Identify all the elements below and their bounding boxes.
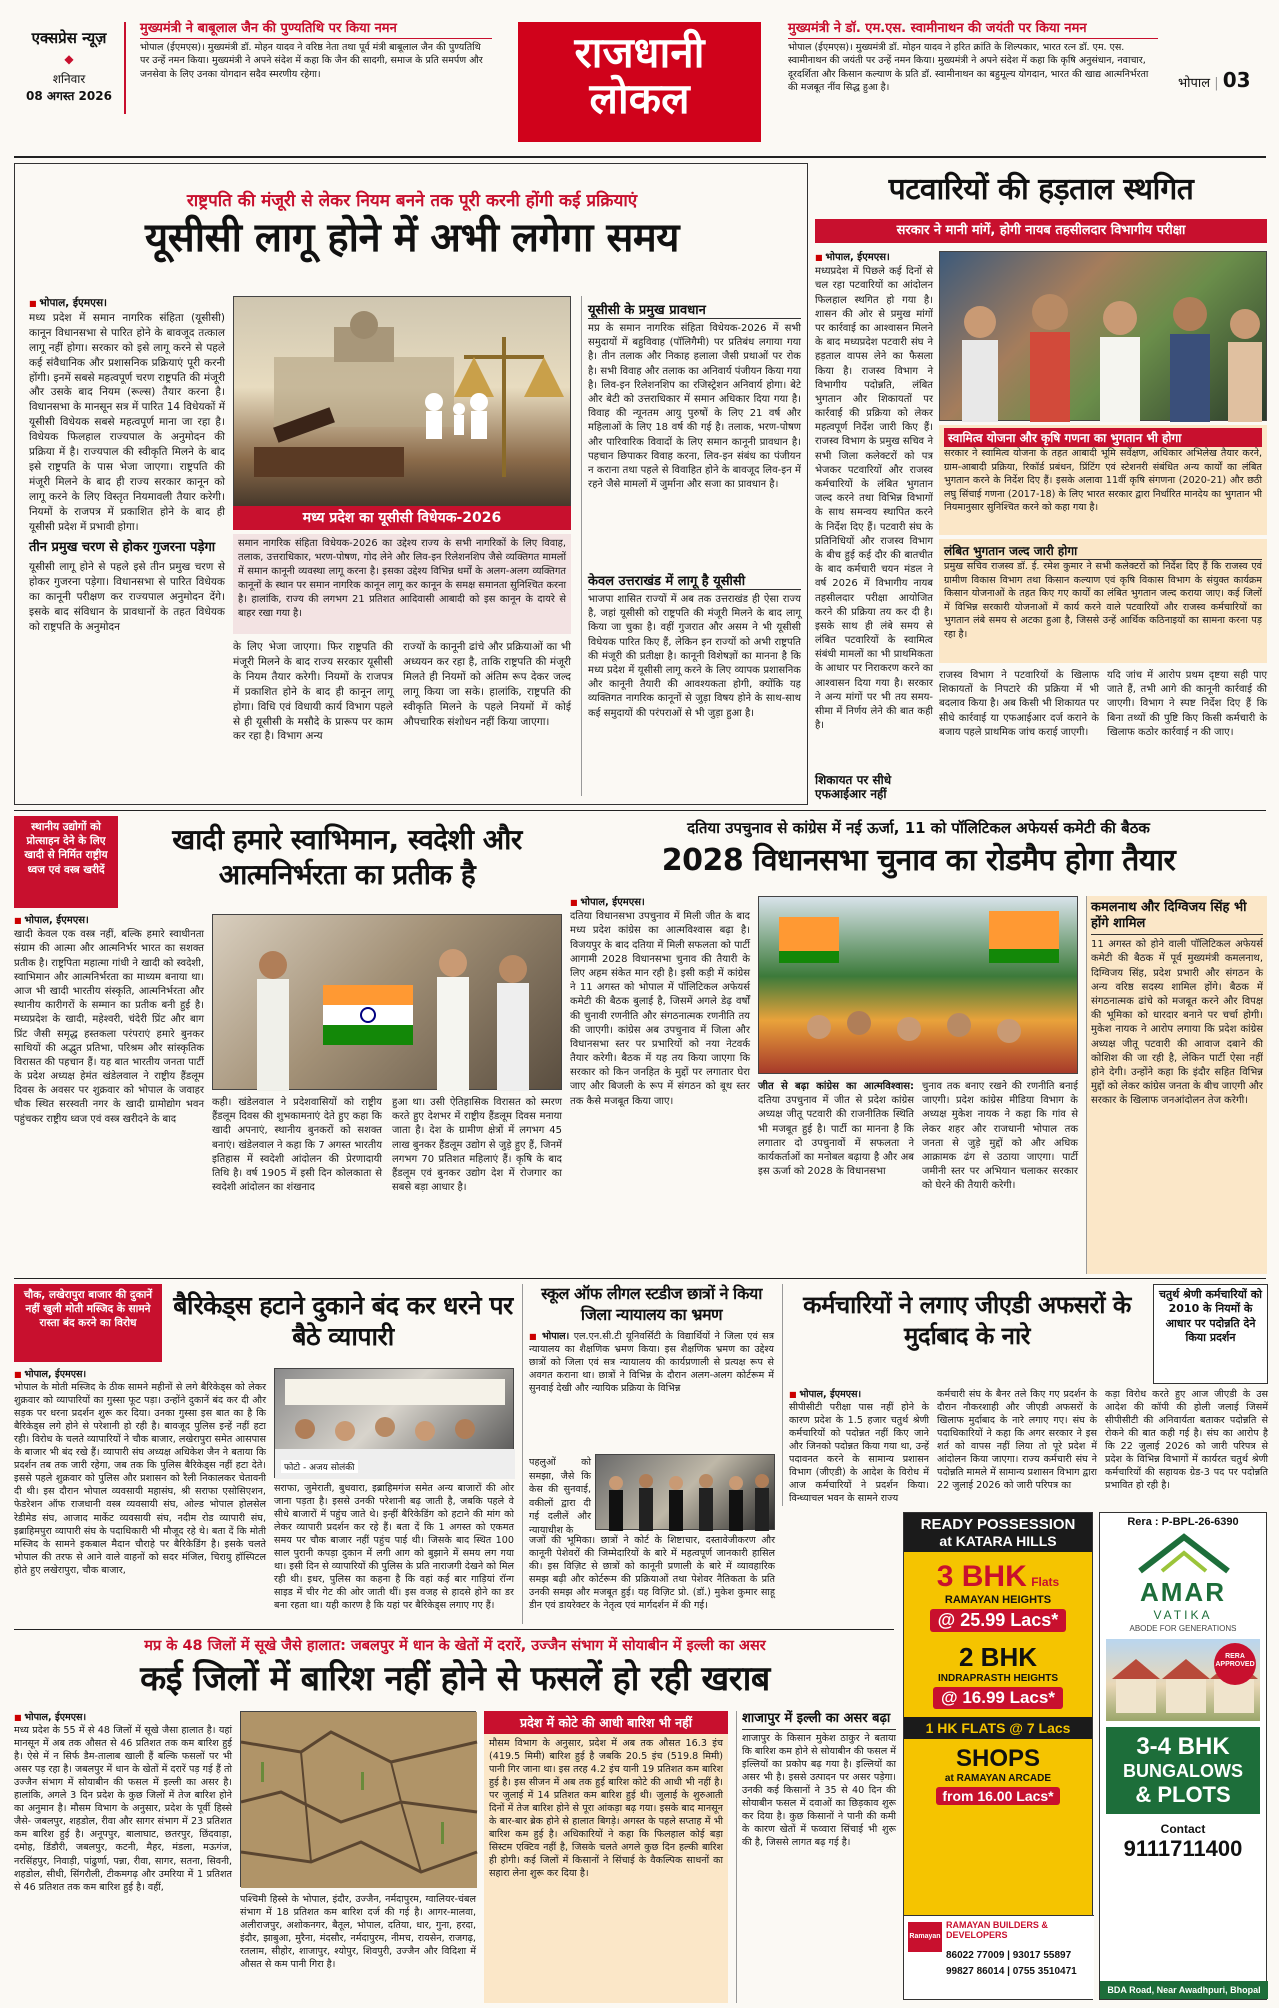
patwari-box1-text: सरकार ने स्वामित्व योजना के तहत आबादी भूमि सर्वेक्षण, अधिकार अभिलेख तैयार करने, ग्राम-आबादी प्रक्रिया, रिकॉर्ड प्रबंधन, प्रिंटिंग एवं स्टेशनरी संबंधित अन्य कार्यों का लंबित भुगतान करने के निर्देश दिए हैं। इसके अलावा 11वीं कृषि संगणना (2020-21) और छठी लघु सिंचाई गणना (2017-18) के लिए भारत सरकार द्वारा निर्धारित मानदेय का भुगतान भी नियमानुसार सुनिश्चित करने को कहा गया है।: [944, 448, 1262, 514]
ad1-shops: SHOPS: [955, 1745, 1041, 1772]
datia-col1-text: दतिया विधानसभा उपचुनाव में मिली जीत के बाद मध्य प्रदेश कांग्रेस का आत्मविश्वास बढ़ा है। विजयपुर के बाद दतिया में मिली सफलता को पार्टी आगामी 2028 विधानसभा चुनाव की तैयारी के लिए अहम संकेत मान रही है। इसी कड़ी में कांग्रेस ने 11 अगस्त को भोपाल में पॉलिटिकल अफेयर्स कमेटी की बैठक बुलाई है, जिसमें अगले डेढ़ वर्षों की चुनावी रणनीति और संगठनात्मक रणनीति तय की जाएगी। कांग्रेस अब उपचुनाव में जिला और विधानसभा स्तर पर प्रभारियों को नया नेटवर्क तैयार करेगी। बैठक में यह तय किया जाएगा कि सरकार को किन जनहित के मुद्दों पर लगातार घेरा जाए और बिजली के रूप में संगठन को बूथ स्तर तक कैसे मजबूत किया जाए।: [570, 911, 750, 1107]
ad1-builder-name: RAMAYAN BUILDERS & DEVELOPERS: [946, 1920, 1048, 1940]
barricade-col2: सराफा, जुमेराती, बुधवारा, इब्राहिमगंज समेत अन्य बाजारों की ओर जाना पड़ता है। इससे उनकी परेशानी बढ़ जाती है, जबकि पहले वे सीधे बाजारों में पहुंच जाते थे। इन्हीं बैरिकेडिंग को हटाने की मांग को लेकर व्यापारी प्रदर्शन कर रहे हैं। बता दें कि 1 अगस्त को एकमत समय पर चौक बाजार नहीं पहुंच पाई थी। जिसके बाद स्थित 100 साल पुरानी कपड़ा दुकान में लगी आग को बुझाने में समय लग गया था। इसी दिन से व्यापारियों की पुलिस के प्रति नाराजगी देखने को मिल रही थी। इधर, पुलिस का कहना है कि वहां कई बार गाड़ियां रॉन्ग साइड में चीर गेट की ओर जाती थीं। इस वजह से हादसे होने का डर बना रहता था। यही कारण है कि यहां पर बैरिकेड्स लगाए गए हैं।: [274, 1483, 514, 1612]
school-col1-top: [529, 1330, 774, 1395]
rain-headline: कई जिलों में बारिश नहीं होने से फसलें हो रही खराब: [140, 1659, 770, 1699]
patwari-article: [815, 163, 1267, 805]
ucc-mid-text: समान नागरिक संहिता विधेयक-2026 का उद्देश्य राज्य के सभी नागरिकों के लिए विवाह, तलाक, उत्तराधिकार, भरण-पोषण, गोद लेने और लिव-इन रिलेशनशिप जैसे व्यक्तिगत मामलों में समान कानूनी व्यवस्था लागू करना है। इसका उद्देश्य विभिन्न धर्मों के अलग-अलग व्यक्तिगत कानूनों के स्थान पर समान नागरिक कानून लागू कर कानून के समक्ष समानता सुनिश्चित करना है। हालांकि, राज्य की लगभग 21 प्रतिशत आदिवासी आबादी को इस कानून के दायरे से बाहर रखा गया है।: [233, 534, 571, 634]
rain-article: [14, 1635, 896, 2003]
ad1-1hk: 1 HK FLATS @ 7 Lacs: [904, 1717, 1092, 1739]
rain-col2: पश्चिमी हिस्से के भोपाल, इंदौर, उज्जैन, नर्मदापुरम, ग्वालियर-चंबल संभाग में 18 प्रतिशत कम बारिश दर्ज की गई है। आगर-मालवा, अलीराजपुर, अशोकनगर, बैतूल, भोपाल, दतिया, धार, गुना, हरदा, इंदौर, झाबुआ, मुरैना, मंदसौर, नर्मदापुरम, नीमच, रायसेन, राजगढ़, रतलाम, सीहोर, शाजापुर, श्योपुर, शिवपुरी, उज्जैन और विदिशा में औसत से कम पानी गिरा है।: [240, 1894, 476, 1971]
cracked-field-illustration: [241, 1712, 477, 1888]
court-scales-illustration: [234, 297, 572, 525]
barricade-photo: [274, 1368, 514, 1478]
brand-name: एक्सप्रेस न्यूज़: [31, 29, 107, 47]
brand-diamond-icon: ◆: [64, 52, 74, 66]
ucc-provisions-text: मप्र के समान नागरिक संहिता विधेयक-2026 में सभी समुदायों में बहुविवाह (पॉलिगैमी) पर प्रतिबंध लगाया गया है। तीन तलाक और निकाह हलाला जैसी प्रथाओं पर रोक है। सभी विवाह और तलाक का अनिवार्य पंजीयन किया गया है। लिव-इन रिलेशनशिप का रजिस्ट्रेशन अनिवार्य होगा। बेटे और बेटी को उत्तराधिकार में समान अधिकार दिया गया है। विवाह की न्यूनतम आयु पुरुषों के लिए 21 वर्ष और महिलाओं के लिए 18 वर्ष की गई है। तलाक, भरण-पोषण और पारिवारिक विवादों के लिए समान कानूनी प्रावधान है। पहचान छिपाकर विवाह करना, लिव-इन संबंध का पंजीयन न कराना तथा पहले से विवाहित होने के बावजूद लिव-इन में रहने जैसे मामलों में जुर्माना और सजा का प्रावधान है।: [588, 323, 801, 491]
school-col1-bottom: जजों की भूमिका। छात्रों ने कोर्ट के शिष्टाचार, दस्तावेजीकरण और कानूनी पेशेवरों की जिम्मेदारियों के बारे में महत्वपूर्ण जानकारी हासिल की। इस विज़िट से छात्रों को कानूनी प्रणाली के बारे में व्यावहारिक समझ बढ़ी और कोर्टरूम की प्रक्रियाओं तथा पेशेवर नैतिकता के प्रति उनकी समझ और मजबूत हुई। यह विज़िट प्रो. (डॉ.) मुकेश कुमार साहू डीन एवं डायरेक्टर के नेतृत्व एवं मार्गदर्शन में की गई।: [529, 1535, 775, 1612]
datia-caption-lead: जीत से बढ़ा कांग्रेस का आत्मविश्वास:: [758, 1081, 914, 1092]
gad-article: [782, 1284, 1267, 1506]
ad2-tagline: ABODE FOR GENERATIONS: [1129, 1624, 1237, 1633]
rain-dateline: ■ भोपाल, ईएमएस।: [14, 1712, 86, 1723]
ucc-kicker: राष्ट्रपति की मंजूरी से लेकर नियम बनने तक पूरी करनी होंगी कई प्रक्रियाएं: [186, 191, 638, 211]
barricade-article: [14, 1284, 514, 1624]
left-brief-text: भोपाल (ईएमएस)। मुख्यमंत्री डॉ. मोहन यादव ने वरिष्ठ नेता तथा पूर्व मंत्री बाबूलाल जैन की पुण्यतिथि पर उन्हें नमन किया। मुख्यमंत्री ने अपने संदेश में कहा कि जैन की सादगी, समाज के प्रति समर्पण और जनसेवा के लिए उनका योगदान सदैव स्मरणीय रहेगा।: [140, 42, 483, 80]
khadi-side-box: स्थानीय उद्योगों को प्रोत्साहन देने के लिए खादी से निर्मित राष्ट्रीय ध्वज एवं वस्त्र खरीदें: [14, 816, 118, 908]
ucc-col1-text-b: यूसीसी लागू होने से पहले इसे तीन प्रमुख चरण से होकर गुजरना पड़ेगा। विधानसभा से पारित विधेयक का कानूनी परीक्षण कर राज्यपाल अनुमोदन देंगे। इसके बाद संविधान के प्रावधानों के तहत विधेयक को राष्ट्रपति के अनुमोदन: [29, 560, 225, 633]
section-title-line2: लोकल: [589, 74, 690, 124]
protest-crowd-illustration: [940, 252, 1268, 422]
ucc-bottom-a: के लिए भेजा जाएगा। फिर राष्ट्रपति की मंजूरी मिलने के बाद राज्य सरकार यूसीसी के नियम तैयार करेगी। नियमों के राजपत्र में प्रकाशित होने के बाद ही कानून लागू होगा। विधि एवं विधायी कार्य विभाग पहले से ही यूसीसी के मसौदे के प्रारूप पर काम कर रहा है। विभाग अन्य: [233, 641, 393, 743]
page-folio: भोपाल | 03: [1178, 68, 1251, 92]
gad-side-box: चतुर्थ श्रेणी कर्मचारियों को 2010 के नियमों के आधार पर पदोन्नति देने किया प्रदर्शन: [1153, 1284, 1268, 1384]
ucc-states-title: केवल उत्तराखंड में लागू है यूसीसी: [588, 571, 801, 590]
datia-article: [570, 816, 1267, 1274]
folio-page: 03: [1222, 68, 1251, 92]
flag-ceremony-illustration: [213, 915, 563, 1091]
ad1-phones-2[interactable]: 99827 86014 | 0755 3510471: [946, 1966, 1077, 1977]
khadi-col1: [14, 914, 204, 1274]
rain-side: [736, 1711, 896, 2003]
students-group-illustration: [596, 1455, 776, 1531]
khadi-col3: हुआ था। उसी ऐतिहासिक विरासत को स्मरण करते हुए देशभर में राष्ट्रीय हैंडलूम दिवस मनाया जाता है। देश के ग्रामीण क्षेत्रों में लगभग 45 लाख बुनकर हैंडलूम उद्योग से जुड़े हुए हैं, जिनमें लगभग 70 प्रतिशत महिलाएं हैं। कृषि के बाद हैंडलूम एवं बुनकर उद्योग देश में रोजगार का सबसे बड़ा आधार है।: [392, 1097, 562, 1194]
house-roof-icon: [1100, 1531, 1268, 1577]
gad-dateline: ■ भोपाल, ईएमएस।: [789, 1389, 861, 1400]
amar-vatika-advertisement[interactable]: [1099, 1512, 1267, 2000]
barricade-dateline: ■ भोपाल, ईएमएस।: [14, 1369, 86, 1380]
datia-dateline: ■ भोपाल, ईएमएस।: [570, 897, 645, 908]
ad2-brand: AMAR: [1140, 1577, 1226, 1607]
left-brief: [140, 18, 492, 81]
ad1-3bhk: [904, 1560, 1092, 1594]
datia-headline: 2028 विधानसभा चुनाव का रोडमैप होगा तैयार: [661, 843, 1176, 878]
patwari-photo: [939, 251, 1267, 421]
ad1-2bhk: 2 BHK: [958, 1642, 1037, 1672]
ad1-project2: INDRAPRASTH HEIGHTS: [937, 1673, 1058, 1684]
datia-col2-text: दतिया उपचुनाव में जीत से प्रदेश कांग्रेस अध्यक्ष जीतू पटवारी की राजनीतिक स्थिति भी मजबूत हुई है। पार्टी का मानना है कि लगातार दो उपचुनावों में सफलता ने कार्यकर्ताओं का मनोबल बढ़ाया है और अब इस ऊर्जा को 2028 के विधानसभा: [758, 1095, 914, 1178]
ad2-offer: [1106, 1727, 1260, 1814]
ucc-headline: यूसीसी लागू होने में अभी लगेगा समय: [145, 215, 679, 261]
masthead: [0, 0, 1279, 155]
rain-box-title: प्रदेश में कोटे की आधी बारिश भी नहीं: [484, 1711, 728, 1734]
school-headline: स्कूल ऑफ लीगल स्टडीज छात्रों ने किया जिला न्यायालय का भ्रमण: [541, 1284, 762, 1324]
ucc-provisions-box: [581, 296, 801, 796]
rain-col1: [14, 1711, 232, 2003]
ad2-offer-line2: BUNGALOWS: [1123, 1761, 1243, 1781]
patwari-box1: [939, 425, 1267, 535]
ucc-bottom-b: राज्यों के कानूनी ढांचे और प्रक्रियाओं का भी अध्ययन कर रहा है, ताकि राष्ट्रपति की मंजूरी मिलते ही नियमों को अंतिम रूप देकर जल्द लागू किया जा सके। हालांकि, राष्ट्रपति की स्वीकृति मिलने के पहले नियमों में कोई औपचारिक संशोधन नहीं किया जाएगा।: [403, 641, 571, 728]
section-title-line1: राजधानी: [574, 28, 705, 77]
ad2-offer-line3: & PLOTS: [1135, 1782, 1231, 1807]
gad-col1: [789, 1388, 929, 1506]
school-col1-narrow: पहलुओं को समझा, जैसे कि केस की सुनवाई, वकीलों द्वारा दी गई दलीलें और न्यायाधीश के: [529, 1457, 591, 1537]
khadi-photo: [212, 914, 562, 1090]
ad1-location: at KATARA HILLS: [904, 1533, 1092, 1552]
ad1-price2: @ 16.99 Lacs*: [933, 1687, 1063, 1709]
ucc-col1-subhead: तीन प्रमुख चरण से होकर गुजरना पड़ेगा: [29, 539, 216, 555]
rain-side-text: शाजापुर के किसान मुकेश ठाकुर ने बताया कि बारिश कम होने से सोयाबीन की फसल में इल्लियों का प्रकोप बढ़ गया है। इल्लियों का असर भी है। इससे उत्पादन पर असर पड़ेगा। उनकी कई किसानों ने 35 से 40 दिन की सोयाबीन फसल में दवाओं का छिड़काव शुरू कर दिया है। कुछ किसानों ने पानी की कमी के कारण खेतों में फव्वारा सिंचाई भी शुरू की है, जिससे लागत बढ़ गई है।: [742, 1732, 896, 1848]
ucc-photo: [233, 296, 571, 524]
left-brief-title: मुख्यमंत्री ने बाबूलाल जैन की पुण्यतिथि पर किया नमन: [140, 18, 492, 39]
datia-side-title: कमलनाथ और दिग्विजय सिंह भी होंगे शामिल: [1091, 900, 1263, 935]
ad1-flats-label: Flats: [1031, 1575, 1060, 1589]
school-article: [522, 1284, 774, 1624]
rally-crowd-illustration: [759, 897, 1079, 1075]
datia-side-text: 11 अगस्त को होने वाली पॉलिटिकल अफेयर्स कमेटी की बैठक में पूर्व मुख्यमंत्री कमलनाथ, दिग्विजय सिंह, प्रदेश प्रभारी और संगठन के अन्य वरिष्ठ सदस्य शामिल होंगे। बैठक में संगठनात्मक ढांचे को मजबूत करने और विपक्ष की भूमिका को धारदार बनाने पर चर्चा होगी। मुकेश नायक ने आरोप लगाया कि प्रदेश कांग्रेस अध्यक्ष जीतू पटवारी की आवाज दबाने की कोशिश की जा रही है, लेकिन पार्टी ऐसा नहीं होने देगी। उन्होंने कहा कि इंदौर सहित विभिन्न मुद्दों को लेकर कांग्रेस जनता के बीच जाएगी और सरकार के खिलाफ जनआंदोलन तेज करेगी।: [1091, 939, 1263, 1107]
barricade-col1-text: भोपाल के मोती मस्जिद के ठीक सामने महीनों से लगे बैरिकेड्स को लेकर शुक्रवार को व्यापारियों का गुस्सा फूट पड़ा। उन्होंने दुकानें बंद कर दी और सड़क पर धरना प्रदर्शन शुरू कर दिया। उनका गुस्सा इस बात का है कि बैरिकेड्स लगे होने से परेशानी हो रही है। बावजूद पुलिस इन्हें नहीं हटा रही। विरोध के चलते व्यापारियों ने चौक बाजार, लखेरापुरा समेत आसपास के बाजार भी बंद रखे हैं। व्यापारी संघ अध्यक्ष अधिकेश जैन ने बताया कि प्रदर्शन तब तक जारी रहेगा, जब तक कि पुलिस बैरिकेड्स नहीं हटा देते। इससे पहले शुक्रवार को पुलिस और प्रशासन को रैली निकालकर चेतावनी दी थी। इस दौरान भोपाल व्यवसायी महासंघ, श्री सराफा एसोसिएशन, फेडरेशन ऑफ राजधानी वस्त्र व्यवसायी संघ, ओल्ड भोपाल होलसेल रेडीमेड संघ, आजाद मार्केट व्यवसायी संघ, नदीम रोड व्यापारी संघ, इब्राहिमपुरा व्यापारी संघ के पदाधिकारी भी मौजूद रहे थे। बता दें कि मोती मस्जिद के सामने इकबाल मैदान चौराहे पर बैरिकेडिंग है। इसके चलते भोपाल की तरफ से आने वाले वाहनों को सदर मंजिल, चिरायु हॉस्पिटल होते हुए लखेरापुरा, चौक बाजार,: [14, 1382, 266, 1576]
gad-headline: कर्मचारियों ने लगाए जीएडी अफसरों के मुर्दाबाद के नारे: [803, 1291, 1131, 1351]
ad2-rera-seal: RERA APPROVED: [1214, 1643, 1256, 1685]
patwari-col1-subhead: शिकायत पर सीधे एफआईआर नहीं: [815, 773, 892, 802]
issue-date: 08 अगस्त 2026: [26, 89, 112, 103]
barricade-col1: [14, 1368, 266, 1624]
khadi-col1-text: खादी केवल एक वस्त्र नहीं, बल्कि हमारे स्वाधीनता संग्राम की आत्मा और आत्मनिर्भर भारत का सशक्त प्रतीक है। राष्ट्रपिता महात्मा गांधी ने खादी को स्वदेशी, स्वाभिमान और आत्मनिर्भरता का माध्यम बनाया था। आज भी खादी भारतीय संस्कृति, आत्मनिर्भरता और स्थानीय कारीगरों के सम्मान का प्रतीक बनी हुई है। मध्यप्रदेश के खादी, महेश्वरी, चंदेरी प्रिंट और बाग प्रिंट जैसी समृद्ध हस्तकला परंपराएं हमारे बुनकर साथियों की अद्भुत प्रतिभा, परिश्रम और सांस्कृतिक विरासत की पहचान हैं। यह बात भारतीय जनता पार्टी के प्रदेश अध्यक्ष हेमंत खंडेलवाल ने राष्ट्रीय हैंडलूम दिवस के अवसर पर शुक्रवार को भोपाल के जवाहर चौक स्थित सरस्वती नगर के खादी ग्रामोद्योग भवन पहुंचकर राष्ट्रीय ध्वज एवं वस्त्र खरीदने के बाद: [14, 929, 204, 1125]
patwari-kicker: सरकार ने मानी मांगें, होगी नायब तहसीलदार विभागीय परीक्षा: [815, 219, 1267, 243]
ad1-price1: @ 25.99 Lacs*: [930, 1609, 1067, 1632]
folio-city: भोपाल: [1178, 76, 1211, 91]
ad2-contact-label: Contact: [1160, 1822, 1206, 1836]
ad2-address: BDA Road, Near Awadhpuri, Bhopal: [1100, 1981, 1268, 1999]
right-brief-text: भोपाल (ईएमएस)। मुख्यमंत्री डॉ. मोहन यादव ने हरित क्रांति के शिल्पकार, भारत रत्न डॉ. एम. एस. स्वामीनाथन की जयंती पर उन्हें नमन किया। मुख्यमंत्री ने अपने संदेश में कहा कि कृषि अनुसंधान, नवाचार, दूरदर्शिता और किसान कल्याण के प्रति डॉ. स्वामीनाथन का बहुमूल्य योगदान, भारत की खाद्य आत्मनिर्भरता की मजबूत नींव सिद्ध हुआ है।: [788, 42, 1149, 93]
school-col1-top-text: एल.एन.सी.टी यूनिवर्सिटी के विद्यार्थियों ने जिला एवं सत्र न्यायालय का शैक्षणिक भ्रमण किया। इस शैक्षणिक भ्रमण का उद्देश्य छात्रों को जिला एवं सत्र न्यायालय की कार्यप्रणाली से प्रत्यक्ष रूप से अवगत कराना था। छात्रों ने विभिन्न के दौरान अलग-अलग कोर्टरूम में सुनवाई देखी और न्यायिक प्रक्रिया के विभिन्न: [529, 1330, 774, 1394]
barricade-headline: बैरिकेड्स हटाने दुकाने बंद कर धरने पर बैठे व्यापारी: [173, 1291, 513, 1352]
ad1-phones[interactable]: 86022 77009 | 93017 55897: [946, 1950, 1072, 1961]
school-dateline: ■ भोपाल।: [529, 1331, 569, 1342]
ad2-rera: Rera : P-BPL-26-6390: [1127, 1516, 1239, 1528]
rain-box: [484, 1711, 728, 2003]
right-brief: [788, 18, 1158, 94]
barricade-photo-credit: फोटो - अजय सोलंकी: [281, 1460, 358, 1473]
rain-col1-text: मध्य प्रदेश के 55 में से 48 जिलों में सूखे जैसा हालात है। यहां मानसून में अब तक औसत से 46 प्रतिशत तक कम बारिश हुई है। ऐसे में न सिर्फ डैम-तालाब खाली हैं बल्कि फसलों पर भी असर पड़ रहा है। जबलपुर में धान के खेतों में दरारें पड़ गई हैं तो उज्जैन संभाग में सोयाबीन की फसल में इल्ली का असर है। हालांकि, अगले 3 दिन प्रदेश के कुछ जिलों में तेज बारिश होने का अनुमान है। मौसम विभाग के अनुसार, प्रदेश के पूर्वी हिस्से जैसे- जबलपुर, शहडोल, रीवा और सागर संभाग में 23 प्रतिशत कम बारिश हुई है। अनूपपुर, बालाघाट, छतरपुर, छिंदवाड़ा, दमोह, डिंडौरी, जबलपुर, कटनी, मैहर, मंडला, मऊगंज, नरसिंहपुर, निवाड़ी, पांढुर्णा, पन्ना, रीवा, सागर, सतना, सिवनी, शहडोल, सीधी, सिंगरौली, टीकमगढ़ और उमरिया में 1 प्रतिशत से 46 प्रतिशत तक कम बारिश हुई है। वहीं,: [14, 1725, 232, 1893]
ad2-bungalow-photo: [1106, 1639, 1260, 1721]
ucc-states-text: भाजपा शासित राज्यों में अब तक उत्तराखंड ही ऐसा राज्य है, जहां यूसीसी को राष्ट्रपति की मंजूरी मिलने के बाद लागू किया जा चुका है। वहीं गुजरात और असम ने भी यूसीसी विधेयक पारित किए हैं, लेकिन इन राज्यों को अभी राष्ट्रपति की मंजूरी की प्रतीक्षा है। कानूनी विशेषज्ञों का मानना है कि मध्य प्रदेश में यूसीसी लागू करने के लिए व्यापक प्रशासनिक और कानूनी तैयारी की आवश्यकता होगी, क्योंकि यह व्यक्तिगत नागरिक कानूनों से जुड़ा विषय होने के साथ-साथ कई समुदायों की परंपराओं से भी जुड़ा हुआ है।: [588, 594, 801, 719]
patwari-headline: पटवारियों की हड़ताल स्थगित: [888, 172, 1194, 207]
ad1-footer: [904, 1915, 1094, 1999]
ad2-brand-sub: VATIKA: [1153, 1608, 1213, 1622]
section-banner: [518, 22, 761, 142]
patwari-box2-title: लंबित भुगतान जल्द जारी होगा: [944, 542, 1262, 560]
patwari-dateline: ■ भोपाल, ईएमएस।: [815, 252, 890, 263]
patwari-bottom-a: राजस्व विभाग ने पटवारियों के खिलाफ शिकायतों के निपटारे की प्रक्रिया में भी बदलाव किया है। अब किसी भी शिकायत पर सीधे कार्रवाई या एफआईआर दर्ज कराने के बजाय पहले प्राथमिक जांच कराई जाएगी।: [939, 670, 1099, 738]
ucc-provisions-title: यूसीसी के प्रमुख प्रावधान: [588, 300, 801, 319]
ucc-col1: [29, 296, 225, 796]
gad-col3: कड़ा विरोध करते हुए आज जीएडी के उस आदेश की कॉपी की होली जलाई जिसमें सीपीसीटी की अनिवार्यता बताकर पदोन्नति से रोकने की बात कही गई है। संघ का आरोप है कि 22 जुलाई 2026 को जारी परिपत्र से प्रदेश के विभिन्न विभागों में कार्यरत चतुर्थ श्रेणी कर्मचारियों की सहायक ग्रेड-3 पद पर पदोन्नति प्रभावित हो रही है।: [1105, 1389, 1268, 1492]
gad-col1-text: सीपीसीटी परीक्षा पास नहीं होने के कारण प्रदेश के 1.5 हजार चतुर्थ श्रेणी कर्मचारियों को पदोन्नत नहीं किए जाने और जिनको पदोन्नत किया गया था, उन्हें पदावनत करने के सामान्य प्रशासन विभाग (जीएडी) के आदेश के विरोध में आज कर्मचारियों ने प्रदर्शन किया। विन्ध्याचल भवन के सामने राज्य: [789, 1402, 929, 1505]
datia-col2: [758, 1080, 914, 1274]
datia-kicker: दतिया उपचुनाव से कांग्रेस में नई ऊर्जा, 11 को पॉलिटिकल अफेयर्स कमेटी की बैठक: [687, 819, 1150, 837]
ad1-3bhk-label: 3 BHK: [936, 1560, 1027, 1593]
patwari-box1-title: स्वामित्व योजना और कृषि गणना का भुगतान भी होगा: [944, 428, 1262, 447]
ad1-ready-possession: READY POSSESSION: [904, 1513, 1092, 1533]
khadi-col2: कही। खंडेलवाल ने प्रदेशवासियों को राष्ट्रीय हैंडलूम दिवस की शुभकामनाएं देते हुए कहा कि खादी अपनाएं, स्थानीय बुनकरों को सशक्त बनाएं। खंडेलवाल ने कहा कि 7 अगस्त भारतीय इतिहास में स्वदेशी आंदोलन की प्रेरणादायी तिथि है। वर्ष 1905 में इसी दिन कोलकाता से स्वदेशी आंदोलन का शंखनाद: [212, 1097, 382, 1194]
ucc-article: [14, 163, 808, 805]
ad1-shops-location: at RAMAYAN ARCADE: [944, 1773, 1052, 1784]
ucc-col1-text: मध्य प्रदेश में समान नागरिक संहिता (यूसीसी) कानून विधानसभा से पारित होने के बावजूद तत्काल लागू नहीं होगा। सरकार को इसे लागू करने से पहले कई संवैधानिक और प्रशासनिक प्रक्रियाएं पूरी करनी होंगी। इनमें सबसे महत्वपूर्ण चरण राष्ट्रपति की मंजूरी और उसके बाद नियम (रूल्स) तैयार करना है। विधानसभा के मानसून सत्र में पारित 14 विधेयकों में यूसीसी विधेयक सबसे महत्वपूर्ण माना जा रहा है। विधेयक फिलहाल राज्यपाल के अनुमोदन की प्रक्रिया में है। राज्यपाल की स्वीकृति मिलने के बाद इसे राष्ट्रपति के पास भेजा जाएगा। राष्ट्रपति की मंजूरी मिलने के बाद ही राज्य सरकार कानून को लागू करने के लिए विस्तृत नियमावली तैयार करेगी। नियमों के राजपत्र में प्रकाशित होने के बाद ही यूसीसी प्रदेश में प्रभावी होगा।: [29, 311, 225, 533]
khadi-article: [14, 816, 562, 1274]
rain-kicker: मप्र के 48 जिलों में सूखे जैसे हालात: जबलपुर में धान के खेतों में दरारें, उज्जैन संभाग में सोयाबीन में इल्ली का असर: [144, 1638, 766, 1654]
patwari-box2: [939, 539, 1267, 663]
rain-side-title: शाजापुर में इल्ली का असर बढ़ा: [742, 1711, 896, 1730]
patwari-col1: [815, 251, 933, 803]
ramayan-advertisement[interactable]: [903, 1512, 1093, 2000]
ad1-project1: RAMAYAN HEIGHTS: [944, 1594, 1052, 1606]
issue-day: शनिवार: [52, 72, 86, 86]
patwari-col1-text: मध्यप्रदेश में पिछले कई दिनों से चल रहा पटवारियों का आंदोलन फिलहाल स्थगित हो गया है। शासन की ओर से प्रमुख मांगों पर कार्रवाई का आश्वासन मिलने के बाद मध्यप्रदेश पटवारी संघ ने हड़ताल वापस लेने का फैसला किया है। राजस्व विभाग ने विभागीय पदोन्नति, लंबित भुगतान और शिकायतों पर कार्रवाई की प्रक्रिया को लेकर महत्वपूर्ण निर्देश जारी किए हैं। राजस्व विभाग के प्रमुख सचिव ने सभी जिला कलेक्टरों को पत्र भेजकर पटवारियों और राजस्व कर्मचारियों के लंबित भुगतान जल्द करने तथा विभिन्न विभागों के साथ समन्वय स्थापित करने के निर्देश दिए हैं। पटवारी संघ के प्रतिनिधियों और राजस्व विभाग के बीच हुई कई दौर की बातचीत के बाद कर्मचारी चयन मंडल ने वर्ष 2026 में विभागीय नायब तहसीलदार परीक्षा आयोजित करने की प्रक्रिया तय कर दी है। इसके साथ ही लंबे समय से लंबित पटवारियों के स्वामित्व संबंधी मामलों का भी प्राथमिकता के आधार पर निराकरण करने का आश्वासन दिया गया है। सरकार ने अन्य मांगों पर भी तय समय-सीमा में निर्णय लेने की बात कही है।: [815, 266, 933, 732]
school-photo: [595, 1454, 775, 1530]
brand-box: [14, 22, 126, 114]
ad2-offer-line1: 3-4 BHK: [1136, 1733, 1230, 1760]
datia-col3: चुनाव तक बनाए रखने की रणनीति बनाई जाएगी। प्रदेश कांग्रेस मीडिया विभाग के अध्यक्ष मुकेश नायक ने कहा कि गांव से लेकर शहर और राजधानी भोपाल तक जनता से जुड़े मुद्दों को और अधिक आक्रामक ढंग से उठाया जाएगा। पार्टी जमीनी स्तर पर अभियान चलाकर सरकार को घेरने की तैयारी करेगी।: [922, 1081, 1078, 1192]
datia-col1: [570, 896, 750, 1274]
ad2-phone[interactable]: 9111711400: [1123, 1836, 1243, 1861]
rain-photo: [240, 1711, 476, 1887]
patwari-bottom-b: यदि जांच में आरोप प्रथम दृष्टया सही पाए जाते हैं, तभी आगे की कानूनी कार्रवाई की जाएगी। विभाग ने स्पष्ट निर्देश दिए हैं कि बिना तथ्यों की पुष्टि किए किसी कर्मचारी के खिलाफ कठोर कार्रवाई न की जाए।: [1107, 670, 1267, 738]
khadi-headline: खादी हमारे स्वाभिमान, स्वदेशी और आत्मनिर्भरता का प्रतीक है: [172, 823, 522, 891]
ucc-dateline: ■ भोपाल, ईएमएस।: [29, 297, 107, 309]
datia-side-box: [1086, 896, 1267, 1274]
khadi-dateline: ■ भोपाल, ईएमएस।: [14, 915, 89, 926]
ad1-shops-price: from 16.00 Lacs*: [936, 1787, 1059, 1805]
datia-photo: [758, 896, 1078, 1074]
ucc-photo-caption: मध्य प्रदेश का यूसीसी विधेयक-2026: [233, 506, 571, 530]
patwari-box2-text: प्रमुख सचिव राजस्व डॉ. ई. रमेश कुमार ने सभी कलेक्टरों को निर्देश दिए हैं कि राजस्व एवं ग्रामीण विकास विभाग तथा किसान कल्याण एवं कृषि विकास विभाग के संयुक्त कार्यक्रम किसान योजनाओं के तहत किए गए कार्यों का लंबित भुगतान जल्द कराया जाए। कई जिलों में विभिन्न सरकारी योजनाओं में कार्य करने वाले पटवारियों और राजस्व कर्मचारियों का भुगतान लंबे समय से अटका हुआ है, जिससे उन्हें आर्थिक कठिनाइयों का सामना करना पड़ रहा है।: [944, 561, 1262, 641]
gad-col2: कर्मचारी संघ के बैनर तले किए गए प्रदर्शन के दौरान नौकरशाही और जीएडी अफसरों के खिलाफ मुर्दाबाद के नारे लगाए गए। संघ के पदाधिकारियों ने कहा कि अगर सरकार ने इस शर्त को वापस नहीं लिया तो पूरे प्रदेश में आंदोलन किया जाएगा। राज्य कर्मचारी संघ ने पदोन्नति मामले में सामान्य प्रशासन विभाग द्वारा 22 जुलाई 2026 को जारी परिपत्र का: [937, 1389, 1097, 1492]
barricade-side-box: चौक, लखेरापुरा बाजार की दुकानें नहीं खुली मोती मस्जिद के सामने रास्ता बंद करने का विरोध: [14, 1284, 162, 1362]
ad1-logo: Ramayan: [908, 1922, 942, 1952]
rain-box-text: मौसम विभाग के अनुसार, प्रदेश में अब तक औसत 16.3 इंच (419.5 मिमी) बारिश हुई है जबकि 20.5 इंच (519.8 मिमी) पानी गिर जाना था। इस तरह 4.2 इंच यानी 19 प्रतिशत कम बारिश हुई है। इस सीजन में अब तक हुई बारिश कोटे की आधी भी नहीं है। पर जुलाई में 14 प्रतिशत कम बारिश हुई थी। जुलाई के शुरुआती दिनों में तेज बारिश होने से पूरा आंकड़ा बढ़ गया। इसके बाद मानसून के बार-बार ब्रेक होने से हालात बिगड़े। अगस्त के पहले सप्ताह में भी बारिश कम हुई है। अधिकारियों ने कहा कि फिलहाल कोई बड़ा सिस्टम एक्टिव नहीं है, जिसके चलते अगले कुछ दिन हल्की बारिश ही होगी। कई जिलों में किसानों ने सिंचाई के वैकल्पिक साधनों का सहारा लेना शुरू कर दिया है।: [489, 1738, 723, 1880]
right-brief-title: मुख्यमंत्री ने डॉ. एम.एस. स्वामीनाथन की जयंती पर किया नमन: [788, 18, 1158, 39]
